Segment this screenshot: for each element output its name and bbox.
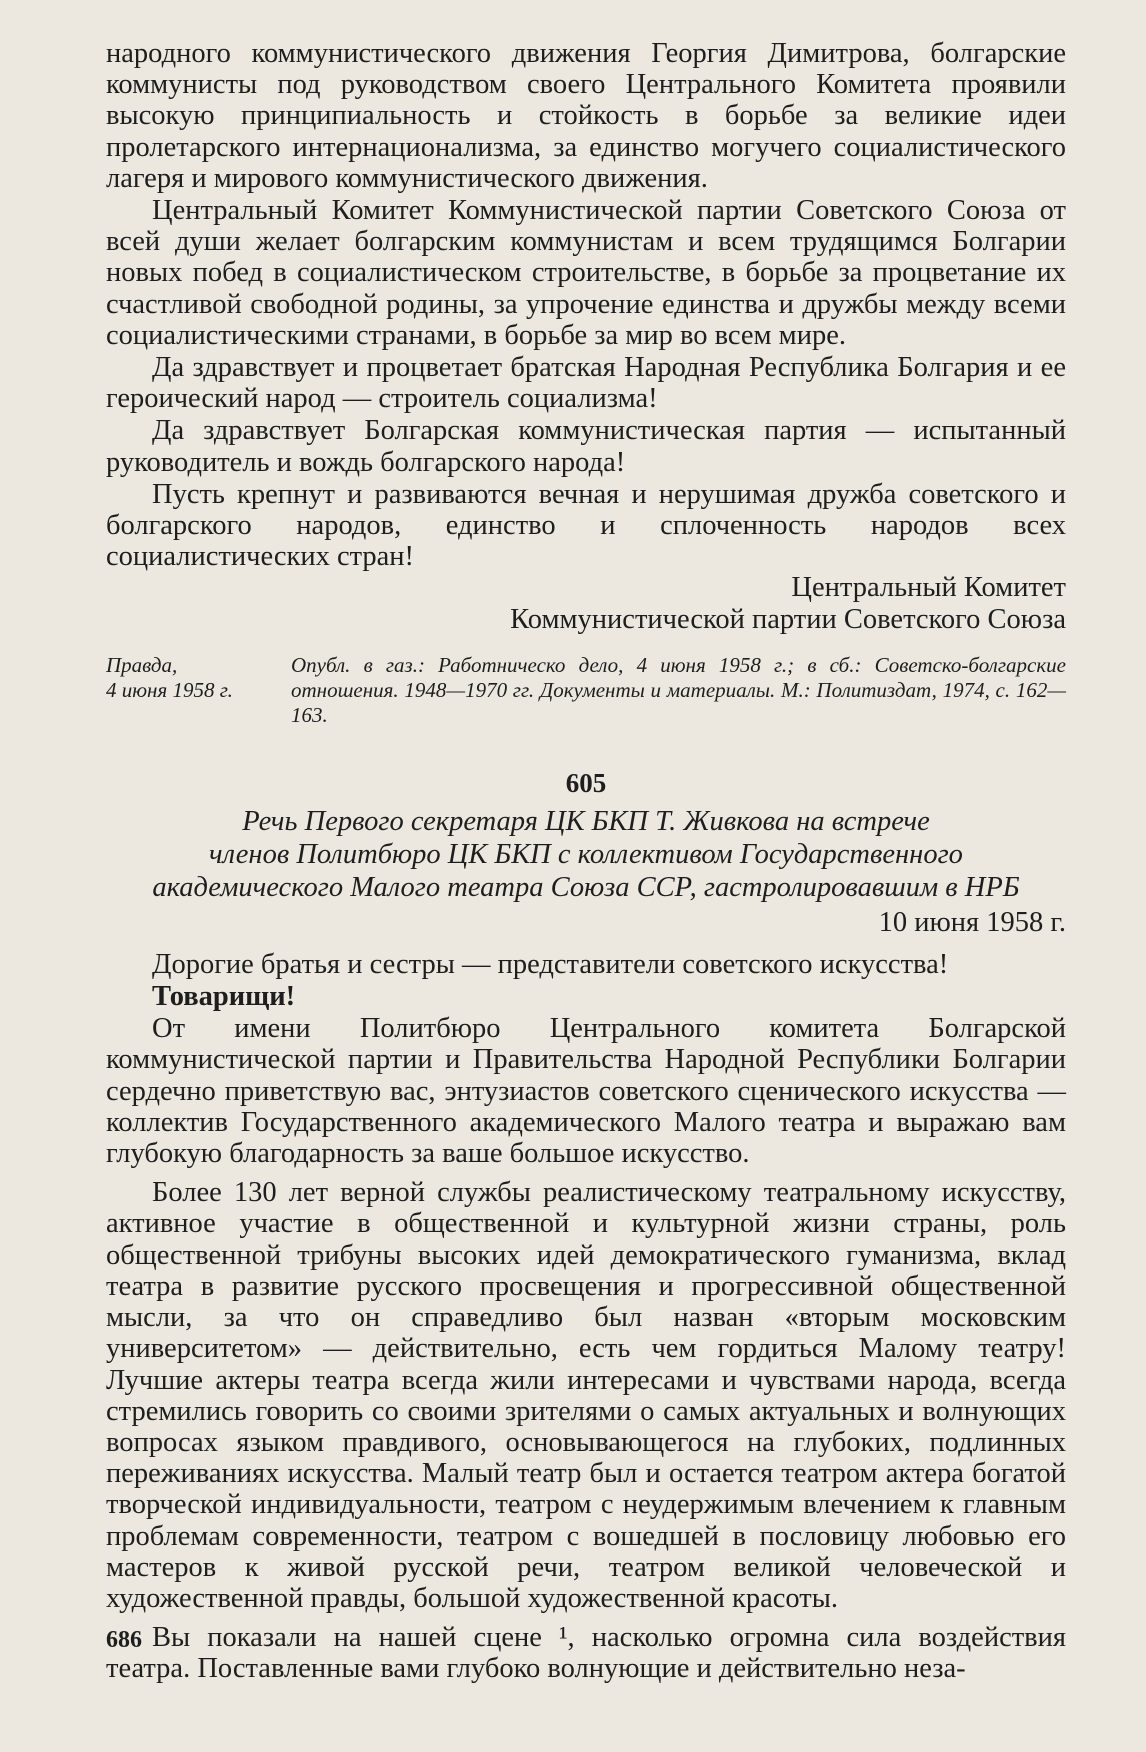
page-number: 686 — [106, 1627, 142, 1653]
document-number: 605 — [565, 767, 607, 798]
paragraph-cc-wishes: Центральный Комитет Коммунистической партии Советского Союза от всей души желает болгарским коммунистам и всем трудящимся Болгарии новых побед в социалистическом строительстве, в борьбе за процветание их счастливой свободной родины, за упрочение единства и дружбы между всеми социалистическими странами, в борьбе за мир во всем мире. — [106, 195, 1066, 351]
source-note — [106, 653, 1066, 728]
paragraph-continuation: народного коммунистического движения Георгия Димитрова, болгарские коммунисты под руководством своего Центрального Комитета проявили высокую принципиальность и стойкость в борьбе за великие идеи пролетарского интернационализма, за единство могучего социалистического лагеря и мирового коммунистического движения. — [106, 38, 1066, 194]
source-newspaper-name: Правда, — [106, 652, 178, 677]
source-newspaper — [106, 653, 291, 728]
speech-comrades: Товарищи! — [152, 981, 296, 1013]
speech-greeting: Дорогие братья и сестры — представители советского искусства! — [152, 948, 949, 980]
document-title-line-2: членов Политбюро ЦК БКП с коллективом Государственного — [209, 838, 963, 870]
source-newspaper-date: 4 июня 1958 г. — [106, 677, 233, 702]
document-title-line-1: Речь Первого секретаря ЦК БКП Т. Живкова на встрече — [242, 805, 930, 837]
speech-paragraph-2: Более 130 лет верной службы реалистическому театральному искусству, активное участие в общественной и культурной жизни страны, роль общественной трибуны высоких идей демократического гуманизма, вклад театра в развитие русского просвещения и прогрессивной общественной мысли, за что он справедливо был назван «вторым московским университетом» — действительно, есть чем гордиться Малому театру! Лучшие актеры театра всегда жили интересами и чувствами народа, всегда стремились говорить со своими зрителями о самых актуальных и волнующих вопросах языком правдивого, основывающегося на глубоких, подлинных переживаниях искусства. Малый театр был и остается театром актера богатой творческой индивидуальности, театром с неудержимым влечением к главным проблемам современности, театром с вошедшей в пословицу любовью его мастеров к живой русской речи, театром великой человеческой и художественной правды, большой художественной красоты. — [106, 1177, 1066, 1614]
source-publication: Опубл. в газ.: Работническо дело, 4 июня 1958 г.; в сб.: Советско-болгарские отношения. 1948—1970 гг. Документы и материалы. М.: Политиздат, 1974, с. 162—163. — [291, 652, 1066, 727]
speech-paragraph-3: Вы показали на нашей сцене ¹, насколько огромна сила воздействия театра. Поставленные вами глубоко волнующие и действительно неза- — [106, 1622, 1066, 1685]
paragraph-slogan-republic: Да здравствует и процветает братская Народная Республика Болгария и ее героический народ — строитель социализма! — [106, 352, 1066, 415]
signature-line-1: Центральный Комитет — [791, 572, 1066, 604]
document-date: 10 июня 1958 г. — [878, 906, 1066, 938]
paragraph-slogan-party: Да здравствует Болгарская коммунистическая партия — испытанный руководитель и вождь болгарского народа! — [106, 415, 1066, 478]
signature-line-2: Коммунистической партии Советского Союза — [510, 603, 1066, 635]
paragraph-slogan-friendship: Пусть крепнут и развиваются вечная и нерушимая дружба советского и болгарского народов, единство и сплоченность народов всех социалистических стран! — [106, 478, 1066, 573]
speech-paragraph-1: От имени Политбюро Центрального комитета Болгарской коммунистической партии и Правительства Народной Республики Болгарии сердечно приветствую вас, энтузиастов советского сценического искусства — коллектив Государственного академического Малого театра и выражаю вам глубокую благодарность за ваше большое искусство. — [106, 1013, 1066, 1170]
document-page — [106, 38, 1066, 1685]
document-title-line-3: академического Малого театра Союза ССР, гастролировавшим в НРБ — [152, 871, 1020, 903]
